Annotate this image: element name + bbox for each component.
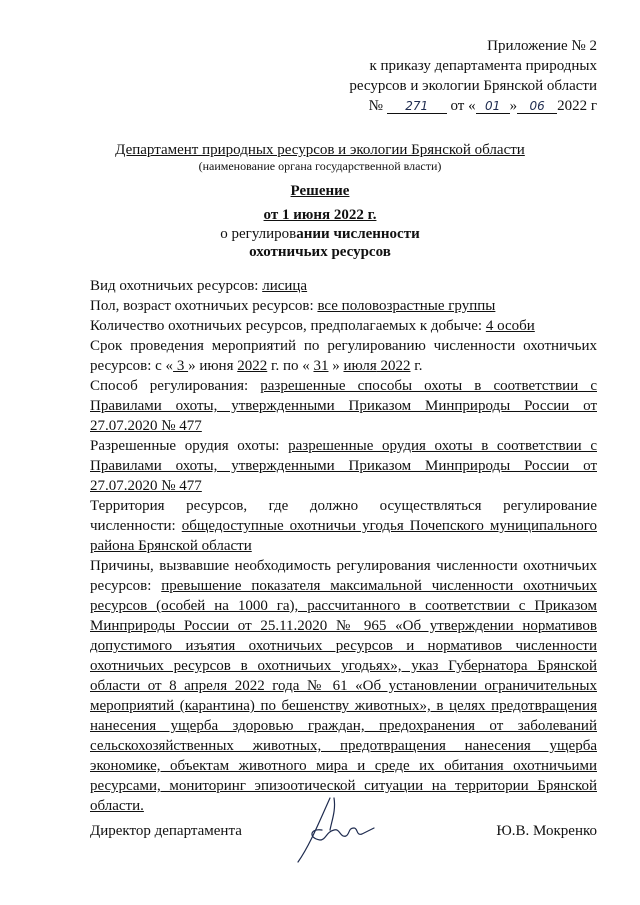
field-term-day-2: 31 — [313, 358, 329, 374]
field-kind-value: лисица — [262, 278, 308, 294]
appendix-block — [349, 36, 597, 116]
decision-subject-line-2-text: охотничьих ресурсов — [249, 244, 391, 260]
order-date-label: от « — [450, 98, 476, 114]
department-caption: (наименование органа государственной власти) — [198, 159, 442, 173]
order-date-separator: » — [509, 98, 518, 114]
field-tools-value: разрешенные орудия охоты в соответствии с Правилами охоты, утвержденными Приказом Минприроды России от 27.07.2020 № 477 — [90, 438, 597, 494]
appendix-line-3: ресурсов и экологии Брянской области — [349, 78, 597, 94]
field-reasons-label: Причины, вызвавшие необходимость регулирования численности охотничьих ресурсов: — [90, 558, 597, 594]
decision-subject-line-2 — [0, 244, 640, 261]
decision-subject-bold: ании численности — [296, 226, 420, 242]
field-tools — [90, 436, 597, 496]
field-method-value: разрешенные способы охоты в соответствии с Правилами охоты, утвержденными Приказом Минприроды России от 27.07.2020 № 477 — [90, 378, 597, 434]
decision-date — [0, 207, 640, 224]
field-term — [90, 336, 597, 376]
field-term-end: г. — [410, 358, 423, 374]
appendix-number-line — [349, 96, 597, 116]
appendix-line-1: Приложение № 2 — [487, 38, 597, 54]
field-tools-label: Разрешенные орудия охоты: — [90, 438, 289, 454]
field-term-month-1: » июня — [188, 358, 238, 374]
field-reasons — [90, 556, 597, 816]
field-quantity-value: 4 особи — [485, 318, 535, 334]
order-number-value: 271 — [387, 99, 447, 114]
field-territory-label: Территория ресурсов, где должно осуществляться регулирование численности: — [90, 498, 597, 534]
field-term-month-2: июля — [343, 358, 377, 374]
decision-subject-start: о регулиров — [220, 226, 297, 242]
decision-title: Решение — [290, 183, 350, 199]
field-sex — [90, 296, 597, 316]
department-name: Департамент природных ресурсов и экологии Брянской области — [115, 142, 525, 158]
signatory-position: Директор департамента — [90, 823, 242, 839]
field-term-sep-2: » — [328, 358, 344, 374]
department-block — [0, 142, 640, 174]
field-method — [90, 376, 597, 436]
field-term-day-1: 3 — [173, 358, 189, 374]
field-kind-label: Вид охотничьих ресурсов: — [90, 278, 263, 294]
order-month-value: 06 — [517, 99, 557, 114]
order-number-label: № — [368, 98, 383, 114]
field-reasons-value: превышение показателя максимальной численности охотничьих ресурсов (особей на 1000 га), рассчитанного в соответствии с Приказом Минприроды России от 25.11.2020 № 965 «Об утверждении нормативов допустимого изъятия охотничьих ресурсов и нормативов численности охотничьих ресурсов в охотничьих угодьях», указ Губернатора Брянской области от 8 апреля 2022 года № 61 «Об установлении ограничительных мероприятий (карантина) по бешенству животных», в целях предотвращения нанесения ущерба здоровью граждан, предохранения от заболеваний сельскохозяйственных животных, предотвращения нанесения ущерба экономике, объектам животного мира и среде их обитания охотничьими ресурсами, мониторинг эпизоотической ситуации на территории Брянской области. — [90, 578, 597, 814]
decision-subject — [0, 226, 640, 243]
field-term-label: Срок проведения мероприятий по регулированию численности охотничьих ресурсов: с « — [90, 338, 597, 374]
decision-date-text: от 1 июня 2022 г. — [263, 207, 377, 223]
field-method-label: Способ регулирования: — [90, 378, 261, 394]
field-quantity — [90, 316, 597, 336]
field-territory-value: общедоступные охотничьи угодья Почепского муниципального района Брянской области — [90, 518, 597, 554]
appendix-line-2: к приказу департамента природных — [369, 58, 597, 74]
field-sex-label: Пол, возраст охотничьих ресурсов: — [90, 298, 318, 314]
signatory-name: Ю.В. Мокренко — [496, 823, 597, 839]
order-day-value: 01 — [476, 99, 510, 114]
order-year: 2022 г — [557, 98, 597, 114]
handwritten-signature — [290, 790, 380, 870]
field-term-year-2: 2022 — [376, 358, 411, 374]
field-kind — [90, 276, 597, 296]
field-quantity-label: Количество охотничьих ресурсов, предполагаемых к добыче: — [90, 318, 486, 334]
field-term-middle: г. по « — [267, 358, 314, 374]
field-term-year-1: 2022 — [237, 358, 268, 374]
field-territory — [90, 496, 597, 556]
field-sex-value: все половозрастные группы — [317, 298, 496, 314]
